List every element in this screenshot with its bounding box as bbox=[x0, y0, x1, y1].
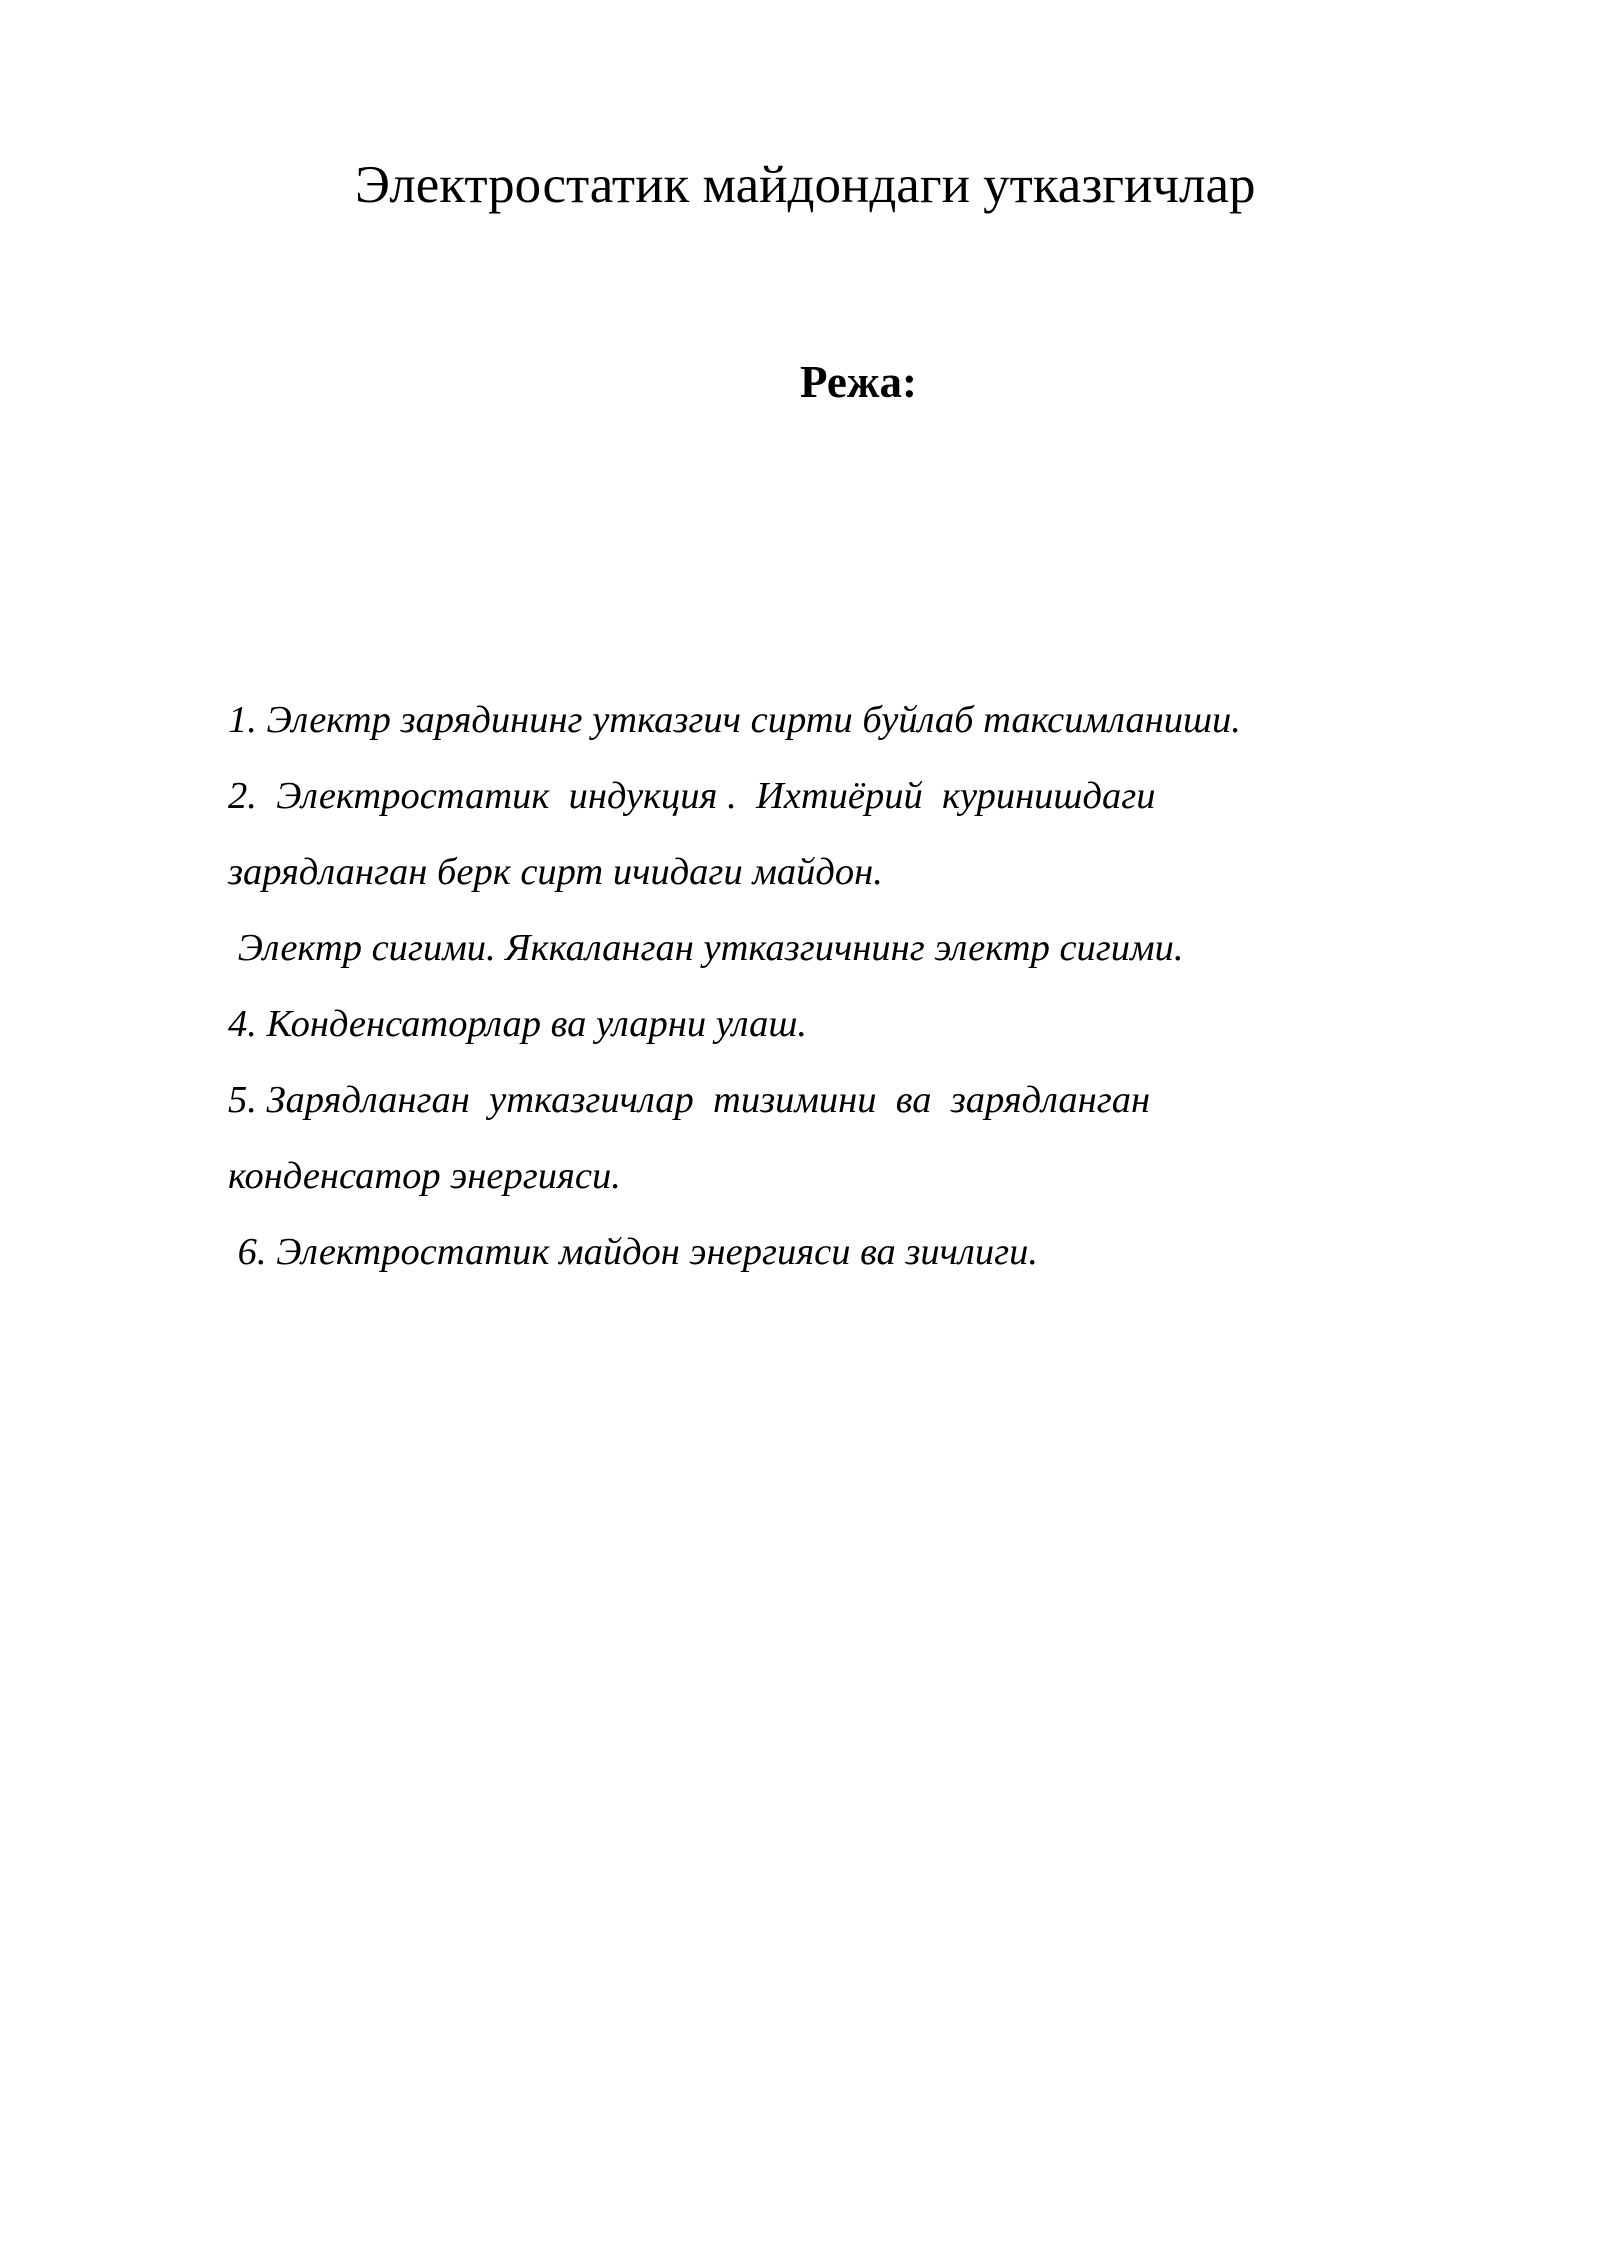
plan-line: 2. Электростатик индукция . Ихтиёрий куринишдаги bbox=[228, 775, 1156, 817]
plan-list bbox=[228, 682, 1428, 1290]
document-title: Электростатик майдондаги утказгичлар bbox=[355, 156, 1256, 214]
plan-line: зарядланган берк сирт ичидаги майдон. bbox=[228, 851, 883, 893]
plan-line: 6. Электростатик майдон энергияси ва зичлиги. bbox=[228, 1231, 1038, 1273]
plan-line: Электр сигими. Яккаланган утказгичнинг электр сигими. bbox=[228, 927, 1184, 969]
plan-line: 5. Зарядланган утказгичлар тизимини ва зарядланган bbox=[228, 1079, 1151, 1121]
plan-line: конденсатор энергияси. bbox=[228, 1155, 621, 1197]
plan-line: 1. Электр зарядининг утказгич сирти буйлаб таксимланиши. bbox=[228, 699, 1241, 741]
plan-heading: Режа: bbox=[800, 357, 917, 407]
plan-line: 4. Конденсаторлар ва уларни улаш. bbox=[228, 1003, 808, 1045]
